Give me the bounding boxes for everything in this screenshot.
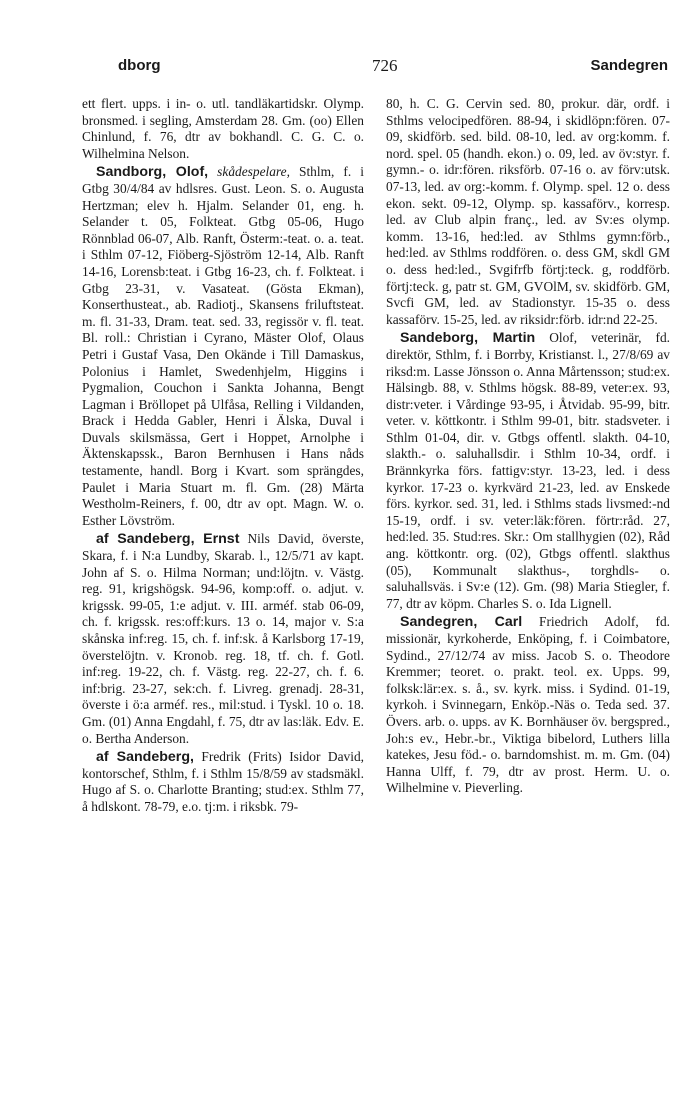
continuation-text: 80, h. C. G. Cervin sed. 80, prokur. där, ordf. i Sthlms velocipedfören. 88-94, i skidlöpn:fören. 07-09, skidförb. sed. bild. 08-10, led. av org:komm. f. nord. spel. 05 (handh. ekon.) o. 09, led. av öv:styr. f. gymn.- o. idr:fören. riksförb. 07-16 o. av förv:utsk. 07-13, led. av org:-komm. f. Olymp. spel. 12 o. dess ekon. sekt. 09-12, Olymp. sp. kassaförv., korresp. led. av Club alpin franç., led. av Sv:es olymp. komm. 13-16, hed:led. av Sthlms gymn:förb., hed:led. av Sthlms roddfören. o. dess GM, skdl GM o. dess hed:led., Svgifrfb förtj:teck. g, roddförb. förtj:teck. g, patr st. GM, GVOlM, sv. skidförb. GM, Svcfi GM, led. av Stadionstyr. 15-35 o. dess kassaförv. 15-25, led. av riksidr:förb. idr:nd 22-25. — [386, 96, 670, 327]
entry-sandeborg-martin — [386, 330, 670, 612]
entry-af-sandeberg-ernst — [82, 531, 364, 747]
running-header — [82, 56, 668, 80]
left-column — [82, 96, 364, 818]
entry-af-sandeberg-fredrik — [82, 749, 364, 815]
entry-sandegren-carl — [386, 614, 670, 797]
entry-name: af Sandeberg, Ernst — [96, 531, 240, 548]
entry-name: Sandborg, Olof, — [96, 164, 209, 181]
entry-name: af Sandeberg, — [96, 749, 194, 766]
continuation-text: ett flert. upps. i in- o. utl. tandläkartidskr. Olymp. bronsmed. i segling, Amsterdam 28. Gm. (oo) Ellen Chinlund, f. 76, dtr av bokhandl. C. G. C. o. Wilhelmina Nelson. — [82, 96, 364, 161]
entry-text: Sthlm, f. i Gtbg 30/4/84 av hdlsres. Gust. Leon. S. o. Augusta Hertzman; elev h. Hjalm. Selander 01, eng. h. Selander t. 05, Folkteat. Gtbg 05-06, Hugo Rönnblad 06-07, Alb. Ranft, Österm:-teat. o. a. teat. i Sthlm 07-12, Fiöberg-Sjöström 12-14, Alb. Ranft 14-16, Lorensb:teat. i Gtbg 16-23, ch. f. Folkteat. i Gtbg 23-31, v. Vasateat. (Gösta Ekman), Konserthusteat., ab. Radiotj., Skansens friluftsteat. m. fl. 31-33, Dram. teat. sed. 33, regissör v. fl. teat. Bl. roll.: Christian i Cyrano, Mäster Olof, Olaus Petri i Gustaf Vasa, Den Okände i Till Damaskus, Polonius i Hamlet, Swedenhjelm, Higgins i Pygmalion, Couchon i Sankta Johanna, Bengt Lagman i Bröllopet på Ulfåsa, Relling i Vildanden, Brack i Hedda Gabler, Henri i Älska, Duval i Duvals skilsmässa, Gert i Hoppet, Arnolphe i Äktenskapssk., Baron Bernhusen i Hans nåds testamente, handl. Borg i Kvart. som sprängdes, Paulet i Maria Stuart m. fl. Gm. (28) Märta Westholm-Reiners, f. 00, dtr av opt. Magn. W. o. Esther Lövström. — [82, 164, 364, 528]
entry-sandborg-olof — [82, 164, 364, 529]
entry-text: Friedrich Adolf, fd. missionär, kyrkoherde, Enköping, f. i Coimbatore, Sydind., 27/12/74 av miss. Jacob S. o. Theodore Kremmer; teoret. o. prakt. teol. ex. Upps. 99, folksk:lär:ex. s. å., sv. kyrk. miss. i Sydind. 01-19, kyrkoh. i Svinnegarn, Enköp.-Näs o. Teda sed. 37. Övers. arb. o. upps. av K. Bornhäuser öv. bergspred., Joh:s ev., Hebr.-br., Viktiga bibelord, Luthers lilla katekes, Jesu föd.- o. barndomshist. m. m. Gm. (04) Hanna Ulff, f. 79, dtr av prost. Herm. U. o. Wilhelmine v. Pieverling. — [386, 614, 670, 796]
header-right-word: Sandegren — [590, 57, 668, 74]
entry-name: Sandegren, Carl — [400, 614, 523, 631]
entry-title: skådespelare, — [217, 164, 290, 180]
entry-text: Nils David, överste, Skara, f. i N:a Lundby, Skarab. l., 12/5/71 av kapt. John af S. o. Hilma Norman; und:löjtn. v. Västg. reg. 91, krigshögsk. 94-96, komp:off. o. adjut. v. krigssk. 99-05, 1:e adjut. v. III. arméf. stab 06-09, ch. f. krigssk. res:off:kurs. 13 o. 14, major v. S:a skånska inf:reg. 15, ch. f. inf:sk. å Karlsborg 17-19, överstelöjtn. v. Kronob. reg. 18, tf. ch. f. Gotl. inf:reg. 19-22, ch. f. Västg. reg. 22-27, ch. f. 6. inf:brig. 23-27, sek:ch. f. Livreg. grenadj. 28-31, överste i ö:a arméf. res., mil:stud. i Tyskl. 10 o. 18. Gm. (01) Anna Engdahl, f. 75, dtr av las:läk. Edv. E. o. Bertha Anderson. — [82, 531, 365, 746]
right-column — [386, 96, 670, 799]
page-number: 726 — [372, 56, 398, 75]
header-left-word: dborg — [118, 57, 161, 74]
entry-name: Sandeborg, Martin — [400, 330, 536, 347]
entry-text: Fredrik (Frits) Isidor David, kontorschef, Sthlm, f. i Sthlm 15/8/59 av stadsmäkl. Hugo af S. o. Charlotte Branting; stud:ex. Sthlm 77, å hdlskont. 78-79, e.o. tj:m. i riksbk. 79- — [82, 749, 364, 814]
entry-text: Olof, veterinär, fd. direktör, Sthlm, f. i Borrby, Kristianst. l., 27/8/69 av riksd:m. Lasse Jönsson o. Anna Mårtensson; stud:ex. Hälsingb. 88, v. Sthlms högsk. 88-89, veter:ex. 93, distr:veter. i Vårdinge 93-95, i Åtvidab. 95-99, bitr. veter. v. köttkontr. i Sthlm 99-01, bitr. stadsveter. i Sthlm 01-04, dir. v. Gtbgs offentl. slakth. 04-10, slakth.- o. saluhallsdir. i Sthlm 10-34, ordf. i Brännkyrka förs. fattigv:styr. 13-23, led. i dess kyrkor. 17-23 o. kyrkvärd 21-23, led. av Enskede förs. kyrkor. sed. 31, led. i Sthlms stads livsmed:-nd 15-19, ordf. i sv. veter:läk:fören. förtr:råd. 27, hed:led. 35. Stud:res. Skr.: Om stallhygien (02), Råd ang. köttkontr. org. (02), Gtbgs offentl. slakthus (05), Kommunalt slakthus-, torghdls- o. saluhallsväs. i Sv:e (12). Gm. (98) Maria Stiegler, f. 77, dtr av köpm. Charles S. o. Ida Lignell. — [386, 330, 670, 611]
